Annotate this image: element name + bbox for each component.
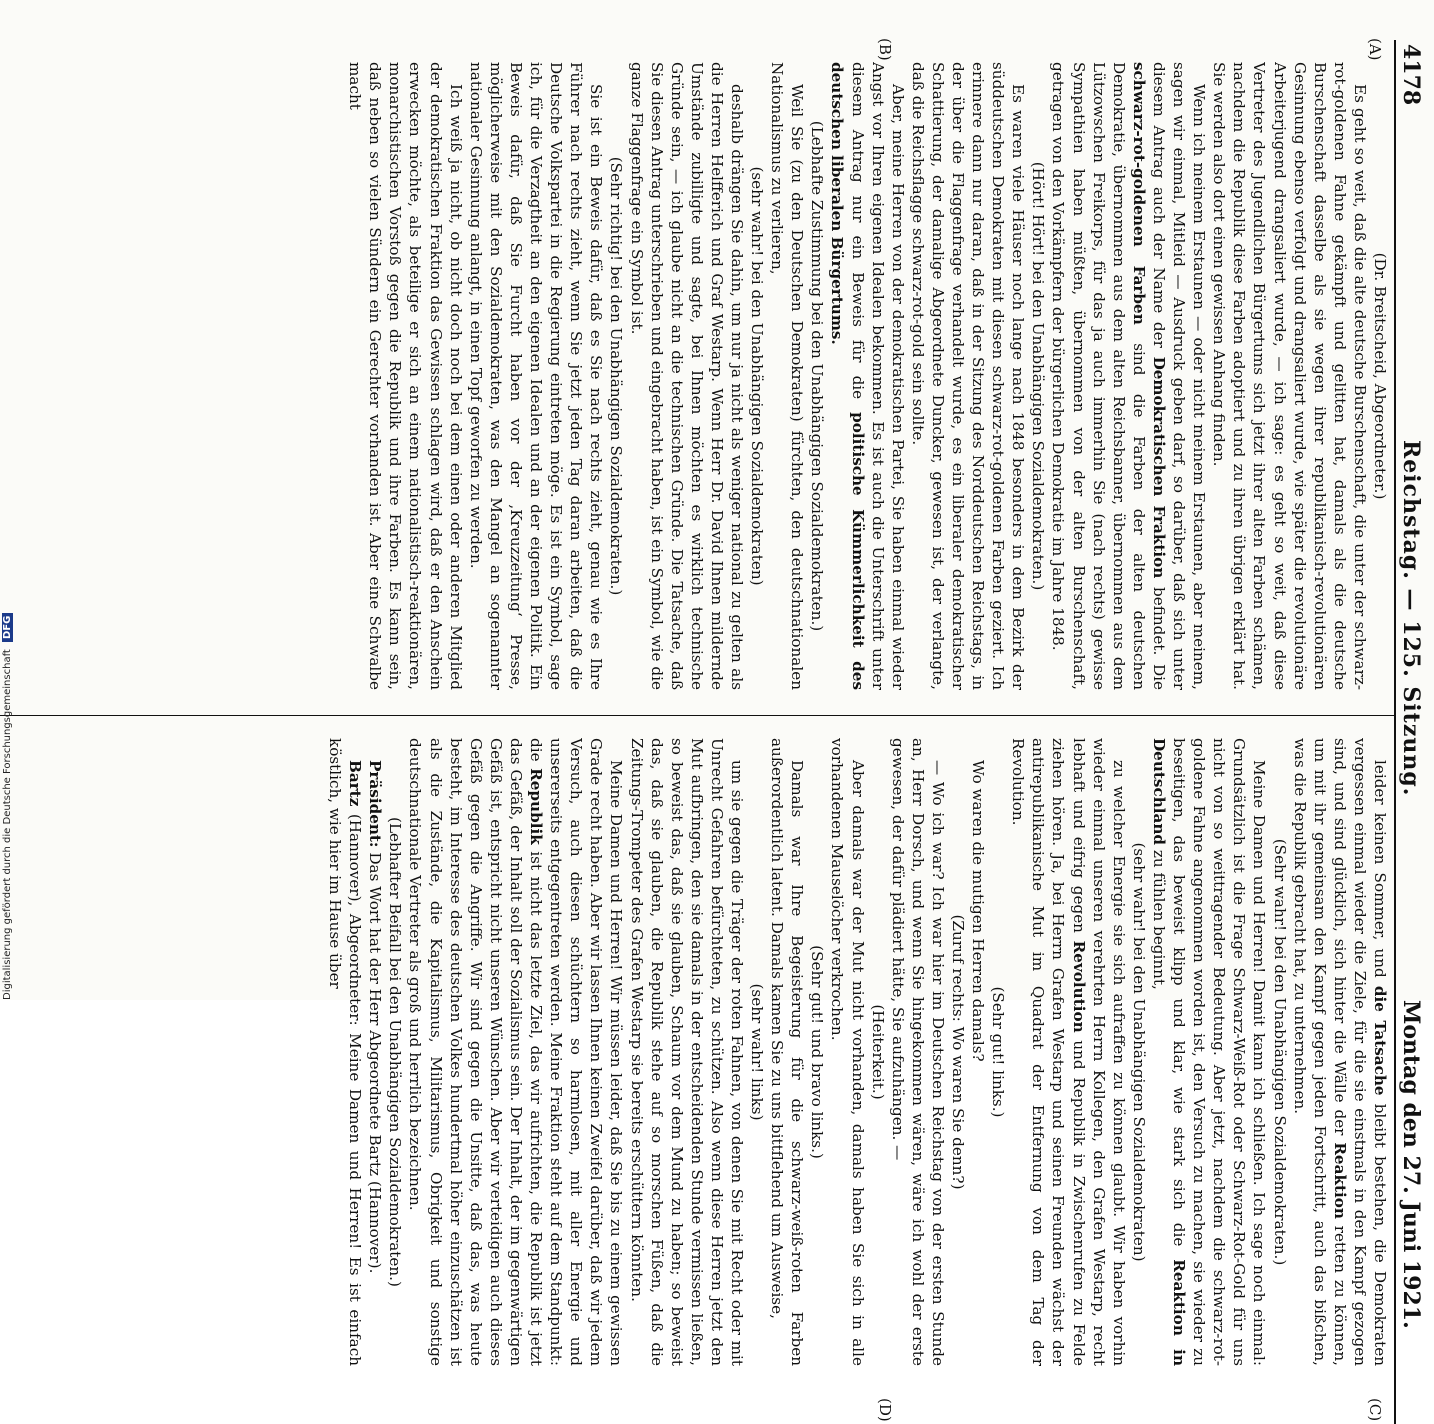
paragraph: Präsident: Das Wort hat der Herr Abgeordnete Bartz (Hannover). — [366, 760, 385, 1274]
paragraph: Wo waren die mutigen Herren damals? — [969, 760, 988, 1062]
paragraph: zu welcher Energie sie sich aufraffen zu können glaubt. Wir haben vorhin wieder einmal unseren verehrten Herrn Kollegen, den Grafen Westarp, recht lebhaft und eifrig gegen Revolution und Republik in Zwischenrufen zu Felde ziehen hören. Ja, bei Herrn Grafen Westarp und seinen Freunden wächst der antirepublikanische Mut im Quadrat der Entfernung von dem Tag der Revolution. — [1009, 738, 1128, 1366]
interjection: (Lebhafte Zustimmung bei den Unabhängigen Sozialdemokraten.) — [808, 120, 827, 632]
margin-marker-c: (C) — [1366, 1398, 1384, 1422]
interjection: (Sehr gut! links.) — [989, 986, 1008, 1118]
paragraph: um sie gegen die Träger der roten Fahnen, von denen Sie mit Recht oder mit Unrecht Gefahren befürchteten, zu schützen. Also wenn diese Herren jetzt den Mut aufbringen, den sie damals in der entscheidenden Stunde vermissen ließen, so beweist das, daß sie glauben, Schaum vor dem Mund zu haben; so beweist das, daß sie glauben, die Republik stehe auf so morschen Füßen, daß die Zeitungs-Trompeter des Grafen Westarp sie bereits erschüttern könnten. — [627, 738, 746, 1366]
paragraph: Bartz (Hannover), Abgeordneter: Meine Damen und Herren! Es ist einfach köstlich, wie hier im Hause über — [326, 738, 365, 1366]
margin-marker-b: (B) — [876, 38, 894, 61]
right-text-column — [8, 738, 1390, 1366]
margin-marker-d: (D) — [876, 1398, 894, 1422]
interjection: (Sehr gut! und bravo links.) — [808, 945, 827, 1159]
column-divider — [0, 715, 1394, 716]
credit-text: Digitalisierung gefördert durch die Deutsche Forschungsgemeinschaft — [2, 649, 13, 1000]
paragraph: Aber damals war der Mut nicht vorhanden, damals haben Sie sich in alle vorhandenen Mauselöcher verkrochen. — [828, 738, 867, 1366]
interjection: (Sehr richtig! bei den Unabhängigen Sozialdemokraten.) — [607, 156, 626, 596]
left-text-column — [8, 62, 1390, 690]
paragraph: Damals war Ihre Begeisterung für die schwarz-weiß-roten Farben außerordentlich latent. Damals kamen Sie zu uns bittflehend um Ausweise, — [768, 738, 807, 1366]
paragraph: Meine Damen und Herren! Damit kann ich schließen. Ich sage noch einmal: Grundsätzlich ist die Frage Schwarz-Weiß-Rot oder Schwarz-Rot-Gold für uns nicht von so weittragender Bedeutung. Aber jetzt, nachdem die schwarz-rot-goldene Fahne angenommen worden ist, den Versuch zu machen, sie wieder zu beseitigen, das beweist klipp und klar, wie stark sich die Reaktion in Deutschland zu fühlen beginnt, — [1149, 738, 1269, 1366]
paragraph: Wenn ich meinem Erstaunen — oder nicht meinem Erstaunen, aber meinem, sagen wir einmal, Mitleid — Ausdruck geben darf, so darüber, daß sich unter diesem Antrag auch der Name der Demokratischen Fraktion befindet. Die schwarz-rot-goldenen Farben sind die Farben der alten deutschen Demokratie, übernommen aus dem alten Reichsbanner, übernommen aus dem Lützowschen Freikorps, für das ja auch immerhin Sie (nach rechts) gewisse Sympathien haben müßten, übernommen von der alten Burschenschaft, getragen von den Vorkämpfern der bürgerlichen Demokratie im Jahre 1848. — [1049, 62, 1209, 690]
paragraph: Es geht so weit, daß die alte deutsche Burschenschaft, die unter der schwarz-rot-goldenen Fahne gekämpft und gelitten hat, damals als die deutsche Burschenschaft dasselbe als sie wegen ihrer republikanisch-revolutionären Gesinnung ebenso verfolgt und drangsaliert wurde, wie später die revolutionäre Arbeiterjugend drangsaliert wurde, — ich sage: es geht so weit, daß diese Vertreter des Jugendlichen Bürgertums sich jetzt ihrer alten Farben schämen, nachdem die Republik diese Farben adoptiert und zu ihren übrigen erklärt hat. Sie werden also dort einen gewissen Anhang finden. — [1210, 62, 1369, 690]
paragraph: Weil Sie (zu den Deutschen Demokraten) fürchten, den deutschnationalen Nationalismus zu verlieren, — [768, 62, 807, 690]
paragraph: Aber, meine Herren von der demokratischen Partei, Sie haben einmal wieder Angst vor Ihren eigenen Idealen bekommen. Es ist auch die Unterschrift unter diesem Antrag nur ein Beweis für die politische Kümmerlichkeit des deutschen liberalen Bürgertums. — [828, 62, 907, 690]
margin-marker-a: (A) — [1366, 38, 1384, 61]
interjection: (sehr wahr! bei den Unabhängigen Sozialdemokraten) — [748, 166, 767, 586]
digitization-credit — [2, 613, 13, 1000]
interjection: (Zuruf rechts: Wo waren Sie denn?) — [949, 914, 968, 1190]
interjection: (Dr. Breitscheid, Abgeordneter.) — [1371, 252, 1389, 500]
page-number: 4178 — [1398, 44, 1424, 106]
interjection: (Heiterkeit.) — [868, 1004, 887, 1100]
interjection: (Sehr wahr! bei den Unabhängigen Sozialdemokraten.) — [1270, 838, 1289, 1266]
interjection: (Lebhafter Beifall bei den Unabhängigen Sozialdemokraten.) — [386, 817, 405, 1287]
running-title: Reichstag. — 125. Sitzung. — [1398, 440, 1424, 797]
paragraph: Sie ist ein Beweis dafür, daß es Sie nach rechts zieht, genau wie es Ihre Führer nach rechts zieht, wenn Sie jetzt jeden Tag daran arbeiten, daß die Deutsche Volkspartei in die Regierung eintreten möge. Es ist ein Symbol, sage ich, für die Verzagtheit an den eigenen Idealen und an der eigenen Politik. Ein Beweis dafür, daß Sie Furcht haben vor der ,Kreuzzeitung‘ Presse, möglicherweise mit den Sozialdemokraten, was den Mangel an sogenannter nationaler Gesinnung anlangt, in einen Topf geworfen zu werden. — [466, 62, 606, 690]
paragraph: Es waren viele Häuser noch lange nach 1848 besonders in dem Bezirk der süddeutschen Demokraten mit diesen schwarz-rot-goldenen Farben geziert. Ich erinnere dann nur daran, daß in der Sitzung des Norddeutschen Reichstags, in der über die Flaggenfrage verhandelt wurde, es ein liberaler demokratischer Schattierung, der damalige Abgeordnete Duncker, gewesen ist, der verlangte, daß die Reichsflagge schwarz-rot-gold sein sollte. — [908, 62, 1028, 690]
dfg-logo: DFG — [2, 613, 13, 642]
interjection: (sehr wahr! links) — [748, 983, 767, 1121]
header-rule — [1394, 40, 1396, 1424]
interjection: (sehr wahr! bei den Unabhängigen Sozialdemokraten) — [1129, 842, 1148, 1262]
paragraph: deshalb drängen Sie dahin, um nur ja nicht als weniger national zu gelten als die Herren Helfferich und Graf Westarp. Wenn Herr Dr. David Ihnen mildernde Umstände zubilligte und sagte, bei Ihnen möchten es wirklich technische Gründe sein, — ich glaube nicht an die technischen Gründe. Die Tatsache, daß Sie diesen Antrag unterschrieben und eingebracht haben, ist ein Symbol, wie die ganze Flaggenfrage ein Symbol ist. — [627, 62, 746, 690]
paragraph: — Wo ich war? Ich war hier im Deutschen Reichstag von der ersten Stunde an, Herr Dorsch, und wenn Sie hingekommen wären, wäre ich wohl der erste gewesen, der dafür plädiert hätte, Sie aufzuhängen. — — [888, 738, 947, 1366]
page-header — [1398, 0, 1428, 1329]
interjection: (Hört! Hört! bei den Unabhängigen Sozialdemokraten.) — [1029, 161, 1048, 591]
paragraph: leider keinen Sommer, und die Tatsache bleibt bestehen, die Demokraten vergessen einmal wieder die Ziele, für die sie einstmals in den Kampf gezogen sind, und sind glücklich, sich hinter die Wälle der Reaktion retten zu können, um mit ihr gemeinsam den Kampf gegen jeden Fortschritt, auch das bißchen, was die Republik gebracht hat, zu unternehmen. — [1290, 738, 1389, 1366]
paragraph: Meine Damen und Herren! Wir müssen leider, daß Sie bis zu einem gewissen Grade recht haben. Aber wir lassen Ihnen keinen Zweifel darüber, daß wir jedem Versuch, auch diesen schüchtern so harmlosen, mit aller Energie und unsererseits entgegentreten werden. Meine Fraktion steht auf dem Standpunkt: die Republik ist nicht das letzte Ziel, das wir aufrichten, die Republik ist jetzt das Gefäß, der Inhalt soll der Sozialismus sein. Der Inhalt, der im gegenwärtigen Gefäß ist, entspricht nicht unseren Wünschen. Aber wir verteidigen auch dieses Gefäß gegen die Angriffe. Wir sind gegen die Unsitte, daß das, was heute besteht, im Interesse des deutschen Volkes hundertmal höher einzuschätzen ist als die Zustände, die Kapitalismus, Militarismus, Obrigkeit und sonstige deutschnationale Vertreter als groß und herrlich bezeichnen. — [406, 738, 626, 1366]
session-date: Montag den 27. Juni 1921. — [1398, 1000, 1424, 1329]
paragraph: Ich weiß ja nicht, ob nicht doch noch bei dem einen oder anderen Mitglied der demokratischen Fraktion das Gewissen schlagen wird, daß er den Anschein erwecken möchte, als beteilige er sich an einem nationalistisch-reaktionären, monarchistischen Vorstoß gegen die Republik und ihre Farben. Es kann sein, daß neben so vielen Sündern ein Gerechter vorhanden ist. Aber eine Schwalbe macht — [346, 62, 465, 690]
